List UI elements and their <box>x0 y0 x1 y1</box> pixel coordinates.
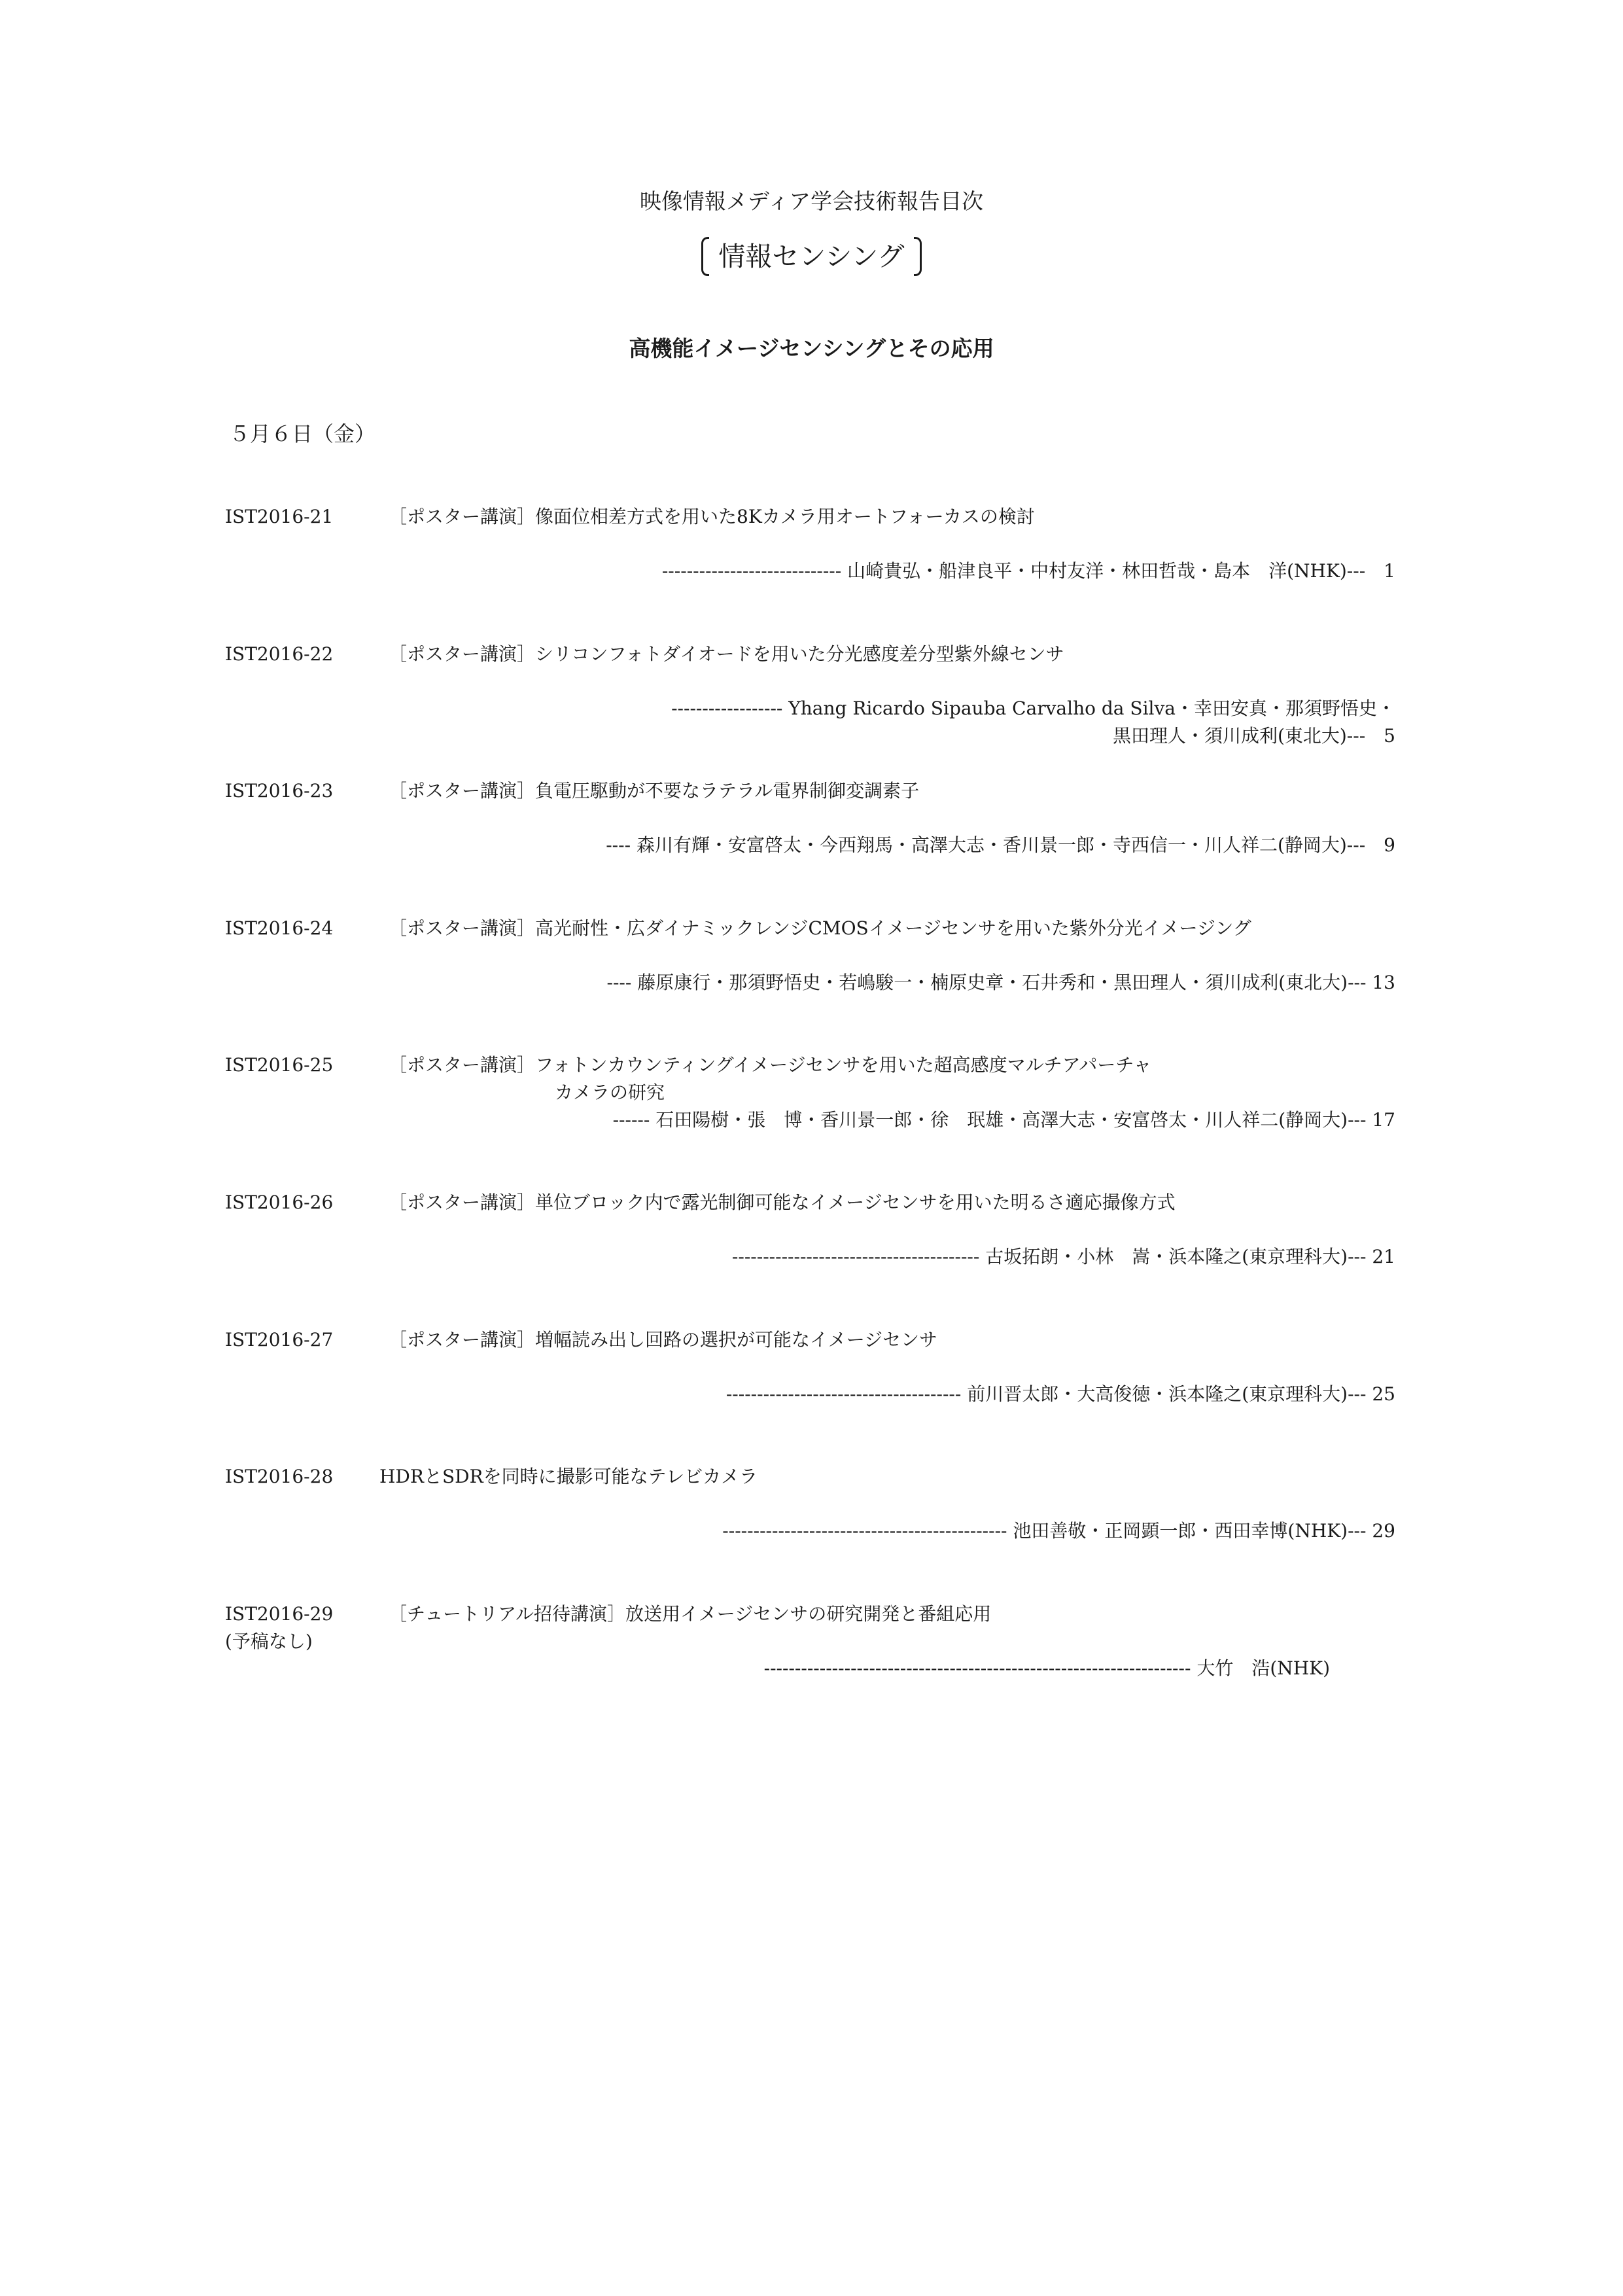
entry-title: ［ポスター講演］負電圧駆動が不要なラテラル電界制御変調素子 <box>389 780 920 802</box>
entry-id: IST2016-21 <box>225 506 334 527</box>
entry-id: IST2016-28 <box>225 1466 334 1487</box>
entry-id: IST2016-27 <box>225 1329 334 1351</box>
entry-title: HDRとSDRを同時に撮影可能なテレビカメラ <box>379 1466 758 1487</box>
entry-id: IST2016-22 <box>225 643 334 665</box>
entry-title: ［ポスター講演］高光耐性・広ダイナミックレンジCMOSイメージセンサを用いた紫外分光イメージング <box>389 917 1251 939</box>
entry-title: ［ポスター講演］シリコンフォトダイオードを用いた分光感度差分型紫外線センサ <box>389 643 1064 665</box>
entry-authors-line2: 黒田理人・須川成利(東北大)--- 5 <box>1112 725 1395 747</box>
entry-note: (予稿なし) <box>225 1631 313 1652</box>
entry-id: IST2016-26 <box>225 1192 334 1213</box>
entry-title: ［ポスター講演］フォトンカウンティングイメージセンサを用いた超高感度マルチアパーチャ <box>389 1054 1152 1076</box>
entry-title: ［ポスター講演］単位ブロック内で露光制御可能なイメージセンサを用いた明るさ適応撮像方式 <box>389 1192 1176 1213</box>
report-heading: 映像情報メディア学会技術報告目次 <box>639 188 984 214</box>
session-theme: 高機能イメージセンシングとその応用 <box>629 336 994 361</box>
entry-id: IST2016-24 <box>225 917 334 939</box>
entry-authors: ---- 藤原康行・那須野悟史・若嶋駿一・楠原史章・石井秀和・黒田理人・須川成利(東北大)--- 13 <box>606 972 1395 993</box>
entry-title: ［ポスター講演］像面位相差方式を用いた8Kカメラ用オートフォーカスの検討 <box>389 506 1035 527</box>
entry-authors: --------------------------------------------------------------------- 大竹 浩(NHK) <box>763 1657 1330 1679</box>
entry-id: IST2016-29 <box>225 1603 334 1625</box>
left-bracket-icon <box>701 237 709 276</box>
entry-authors: ---------------------------------------- 古坂拓朗・小林 嵩・浜本隆之(東京理科大)--- 21 <box>731 1246 1395 1267</box>
entry-authors: ------ 石田陽樹・張 博・香川景一郎・徐 珉雄・高澤大志・安富啓太・川人祥二(静岡大)--- 17 <box>612 1109 1395 1131</box>
subtitle <box>701 236 921 277</box>
subtitle-block <box>0 236 1623 277</box>
session-date: ５月６日（金） <box>229 421 376 446</box>
right-bracket-icon <box>914 237 922 276</box>
entry-id: IST2016-25 <box>225 1054 334 1076</box>
entry-title: ［チュートリアル招待講演］放送用イメージセンサの研究開発と番組応用 <box>389 1603 992 1625</box>
subtitle-text: 情報センシング <box>718 241 905 272</box>
entry-authors: ---- 森川有輝・安富啓太・今西翔馬・高澤大志・香川景一郎・寺西信一・川人祥二(静岡大)--- 9 <box>606 834 1395 856</box>
entry-title-line2: カメラの研究 <box>555 1082 665 1103</box>
entry-authors: ---------------------------------------------- 池田善敬・正岡顕一郎・西田幸博(NHK)--- 29 <box>722 1520 1395 1542</box>
entry-title: ［ポスター講演］増幅読み出し回路の選択が可能なイメージセンサ <box>389 1329 938 1351</box>
entry-authors: ----------------------------- 山崎貴弘・船津良平・中村友洋・林田哲哉・島本 洋(NHK)--- 1 <box>661 560 1395 582</box>
entry-authors: -------------------------------------- 前川晋太郎・大高俊徳・浜本隆之(東京理科大)--- 25 <box>725 1383 1395 1405</box>
entry-authors: ------------------ Yhang Ricardo Sipauba Carvalho da Silva・幸田安真・那須野悟史・ <box>671 698 1395 719</box>
entry-id: IST2016-23 <box>225 780 334 802</box>
